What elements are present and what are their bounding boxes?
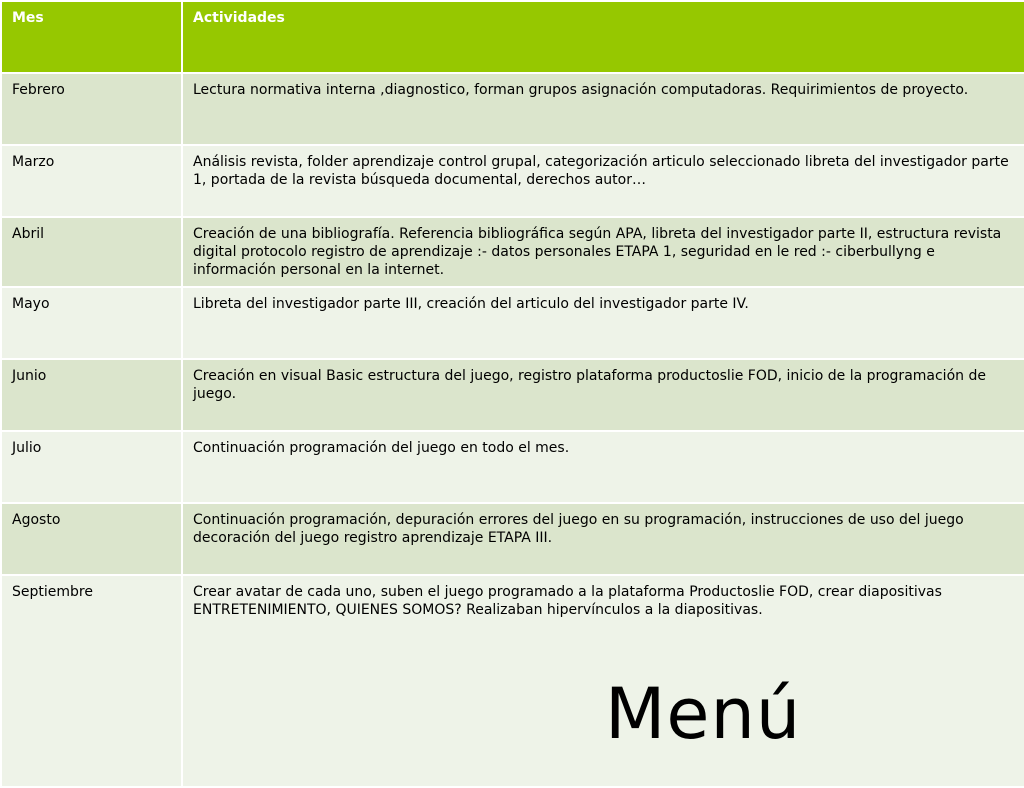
- column-header-month: Mes: [1, 1, 182, 73]
- table-row: [1, 217, 1024, 287]
- month-cell: Marzo: [1, 145, 182, 217]
- activities-cell: Creación de una bibliografía. Referencia bibliográfica según APA, libreta del investigador parte II, estructura revista digital protocolo registro de aprendizaje :- datos personales ETAPA 1, seguridad en le red :- ciberbullyng e información personal en la internet.: [182, 217, 1024, 287]
- activities-cell: Lectura normativa interna ,diagnostico, forman grupos asignación computadoras. Requirimientos de proyecto.: [182, 73, 1024, 145]
- activities-cell: Continuación programación, depuración errores del juego en su programación, instrucciones de uso del juego decoración del juego registro aprendizaje ETAPA III.: [182, 503, 1024, 575]
- month-cell: Julio: [1, 431, 182, 503]
- table-row: [1, 287, 1024, 359]
- month-cell: Agosto: [1, 503, 182, 575]
- activities-cell: Continuación programación del juego en todo el mes.: [182, 431, 1024, 503]
- month-cell: Mayo: [1, 287, 182, 359]
- activities-cell: Crear avatar de cada uno, suben el juego programado a la plataforma Productoslie FOD, crear diapositivas ENTRETENIMIENTO, QUIENES SOMOS? Realizaban hipervínculos a la diapositivas.: [182, 575, 1024, 787]
- column-header-activities: Actividades: [182, 1, 1024, 73]
- month-cell: Abril: [1, 217, 182, 287]
- table-row: [1, 431, 1024, 503]
- month-cell: Junio: [1, 359, 182, 431]
- table-header-row: [1, 1, 1024, 73]
- table-row: [1, 575, 1024, 787]
- activities-cell: Creación en visual Basic estructura del juego, registro plataforma productoslie FOD, inicio de la programación de juego.: [182, 359, 1024, 431]
- activities-cell: Análisis revista, folder aprendizaje control grupal, categorización articulo seleccionado libreta del investigador parte 1, portada de la revista búsqueda documental, derechos autor…: [182, 145, 1024, 217]
- table-row: [1, 503, 1024, 575]
- activities-cell: Libreta del investigador parte III, creación del articulo del investigador parte IV.: [182, 287, 1024, 359]
- month-cell: Febrero: [1, 73, 182, 145]
- month-cell: Septiembre: [1, 575, 182, 787]
- table-row: [1, 145, 1024, 217]
- menu-link[interactable]: Menú: [605, 673, 802, 755]
- table-row: [1, 73, 1024, 145]
- table-row: [1, 359, 1024, 431]
